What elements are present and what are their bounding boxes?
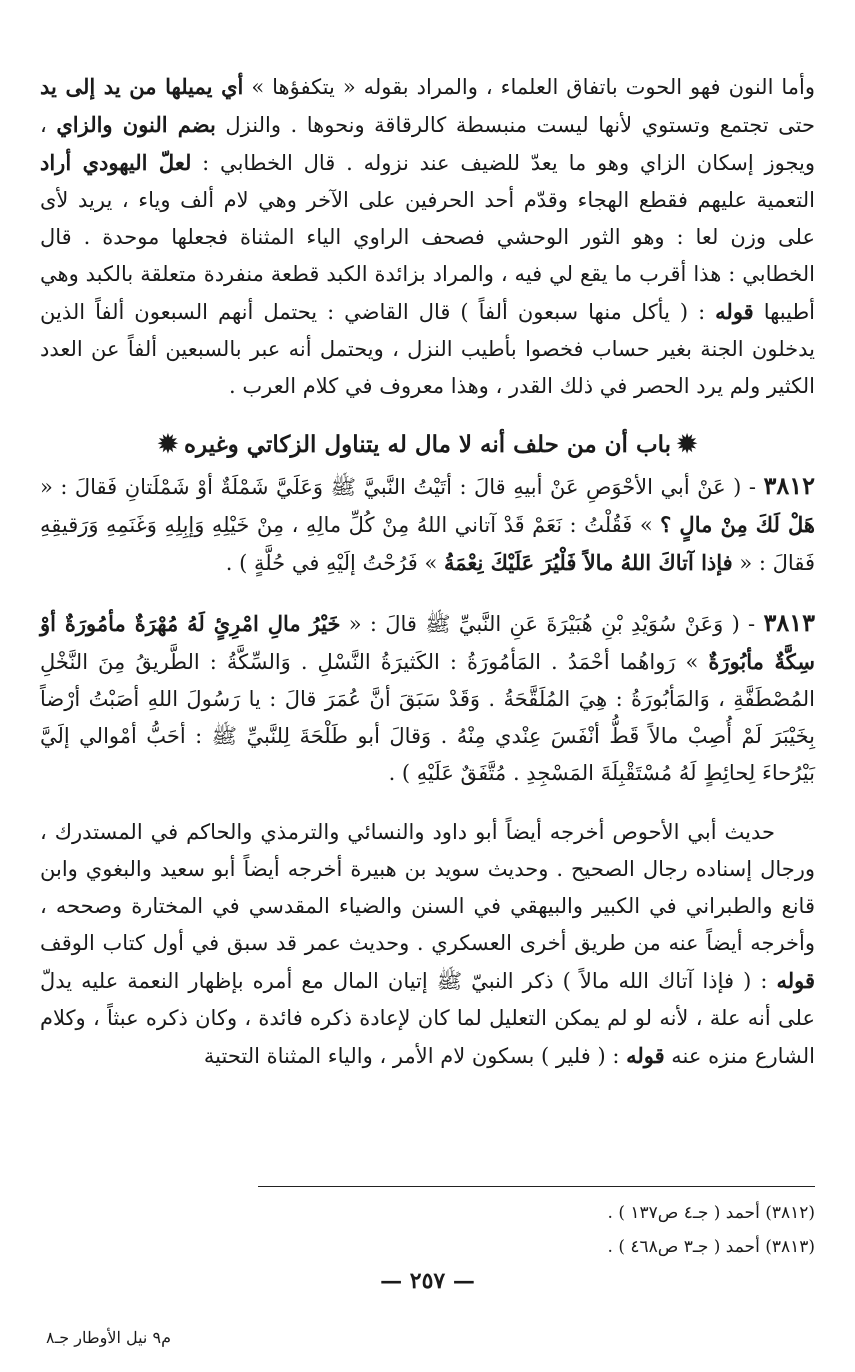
keyword-qawluhu: قوله [715,299,754,324]
hadith-text: » فَرُحْتُ إلَيْهِ في حُلَّةٍ ) . [225,551,444,575]
hadith-quote: هَلْ لَكَ مِنْ مالٍ ؟ [660,512,816,537]
spacer [40,582,815,604]
commentary-paragraph [40,814,815,1075]
hadith-number: ٣٨١٣ [763,608,815,637]
footnotes [608,1196,815,1264]
spacer [40,792,815,814]
footnote-divider [258,1186,815,1187]
text-run: حديث أبي الأحوص أخرجه أيضاً أبو داود والنسائي والترمذي والحاكم في المستدرك ، ورجال إسناده رجال الصحيح . وحديث سويد بن هبيرة أخرجه أيضاً أبو سعيد والبغوي وابن قانع والطبراني في الكبير والبيهقي في السنن والضياء المقدسي في المختارة وصححه ، وأخرجه أيضاً عنه من طريق أخرى العسكري . وحديث عمر قد سبق في أول كتاب الوقف [40,820,815,955]
bold-text: أي يميلها من يد إلى يد [40,74,244,99]
text-run: ، ويجوز إسكان الزاي وهو ما يعدّ للضيف عند نزوله . قال الخطابي : [40,113,815,175]
text-run: : ( فإذا آتاك الله مالاً ) ذكر النبيّ ﷺ إتيان المال مع أمره بإظهار النعمة عليه يدلّ على أنه علة ، لأنه لو لم يمكن التعليل لما كان لإعادة ذكره فائدة ، وكان ذكره عبثاً ، وكلام الشارع منزه عنه [40,969,815,1068]
text-run: حتى تجتمع وتستوي لأنها ليست منبسطة كالرقاقة ونحوها . والنزل [215,113,816,137]
hadith-text: » رَواهُما أحْمَدُ . المَأمُورَةُ : الكَثيرَةُ النَّسْلِ . وَالسِّكَّةُ : الطَّريقُ مِنَ النَّخْلِ المُصْطَفَّةِ ، وَالمَأبُورَةُ : هِيَ المُلَقَّحَةُ . وَقَدْ سَبَقَ أنَّ عُمَرَ قالَ : يا رَسُولَ اللهِ أصَبْتُ أرْضاً بِخَيْبَرَ لَمْ أُصِبْ مالاً قَطُّ أنْفَسَ عِنْدي مِنْهُ . وَقالَ أبو طَلْحَةَ لِلنَّبيِّ ﷺ : أحَبُّ أمْوالي إلَيَّ بَيْرُحاءَ لِحائِطٍ لَهُ مُسْتَقْبِلَةَ المَسْجِدِ . مُتَّفَقٌ عَلَيْهِ ) . [40,650,815,785]
text-run: : ( فلير ) بسكون لام الأمر ، والياء المثناة التحتية [203,1044,627,1068]
text-run: : ( يأكل منها سبعون ألفاً ) قال القاضي : يحتمل أنهم السبعون ألفاً الذين يدخلون الجنة بغير حساب فخصوا بأطيب النزل ، ويحتمل أنه عبر بالسبعين ألفاً عن العدد الكثير ولم يرد الحصر في ذلك القدر ، وهذا معروف في كلام العرب . [40,300,815,398]
star-ornament-icon: ✹ [677,429,698,458]
hadith-text: - ( وَعَنْ سُوَيْدِ بْنِ هُبَيْرَةَ عَنِ النَّبيِّ ﷺ قالَ : « [340,612,764,636]
paragraph-intro [40,68,815,405]
hadith-number: ٣٨١٢ [763,471,815,500]
printer-signature: م٩ نيل الأوطار جـ٨ [46,1328,171,1347]
hadith-quote: خَيْرُ مالِ امْرِئٍ لَهُ مُهْرَةٌ مأمُورَةٌ أوْ سِكَّةٌ مأبُورَةٌ [40,611,815,674]
hadith-text: » فَقُلْتُ : نَعَمْ قَدْ آتاني اللهُ مِنْ كُلِّ مالِهِ ، مِنْ خَيْلِهِ وَإبِلِهِ وَغَنَمِهِ وَرَقيقِهِ فَقالَ : « [40,513,815,575]
footnote-3813: (٣٨١٣) أحمد ( جـ٣ ص٤٦٨ ) . [607,1237,815,1257]
hadith-text: - ( عَنْ أبي الأحْوَصِ عَنْ أبيهِ قالَ : أتَيْتُ النَّبيَّ ﷺ وَعَلَيَّ شَمْلَةٌ أوْ شَمْلَتانِ فَقالَ : « [40,475,764,499]
footnote-3812: (٣٨١٢) أحمد ( جـ٤ ص١٣٧ ) . [607,1203,815,1223]
hadith-quote: فإذا آتاكَ اللهُ مالاً فَلْيُرَ عَلَيْكَ نِعْمَةُ [443,550,733,575]
chapter-heading [40,425,815,463]
page-number: — ٢٥٧ — [380,1268,475,1294]
hadith-3813 [40,604,815,792]
main-text [40,68,815,1075]
star-ornament-icon: ✹ [157,429,178,458]
text-run: التعمية عليهم فقطع الهجاء وقدّم أحد الحرفين على الآخر وهي لام ألف وياء ، يريد لأى على وزن لعا : وهو الثور الوحشي فصحف الراوي الياء المثناة فجعلها موحدة . قال الخطابي : هذا أقرب ما يقع لي فيه ، والمراد بزائدة الكبد قطعة منفردة متعلقة بالكبد وهي أطيبها [40,188,815,324]
keyword-qawluhu: قوله [776,968,815,993]
text-run: وأما النون فهو الحوت باتفاق العلماء ، والمراد بقوله « يتكفؤها » [243,75,815,99]
bold-text: لعلّ اليهودي أراد [40,150,192,175]
hadith-3812 [40,467,815,582]
chapter-title: باب أن من حلف أنه لا مال له يتناول الزكاتي وغيره [183,431,672,458]
bold-text: بضم النون والزاي [56,112,216,137]
keyword-qawluhu: قوله [626,1043,665,1068]
